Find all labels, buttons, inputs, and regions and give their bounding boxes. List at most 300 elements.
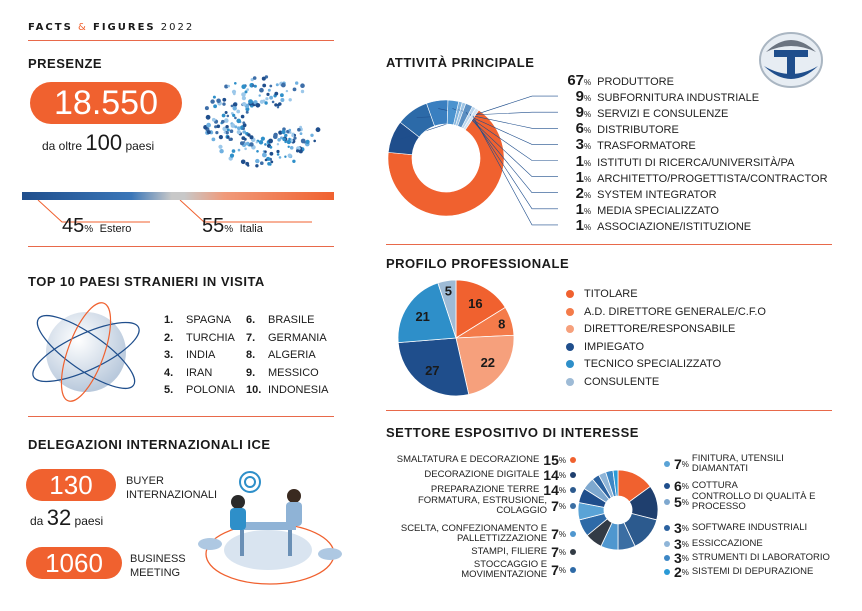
crowd-dot [256, 141, 258, 143]
presenze-countries [42, 130, 154, 156]
crowd-dot [273, 133, 277, 137]
legend-item-tecnico-specializzato [566, 358, 721, 370]
crowd-dot [293, 88, 297, 92]
legend-item-media-specializzato [560, 201, 719, 218]
legend-color-swatch [566, 325, 574, 333]
crowd-dot [233, 106, 237, 110]
crowd-dot [213, 104, 217, 108]
legend-label: SYSTEM INTEGRATOR [597, 188, 717, 201]
top10-item-iran [164, 367, 212, 379]
legend-label: TRASFORMATORE [597, 140, 696, 153]
legend-item-trasformatore [560, 136, 696, 153]
legend-color-swatch [570, 567, 576, 573]
top10-rank: 3. [164, 349, 174, 361]
top10-rank: 1. [164, 314, 174, 326]
meetings-label-2: MEETING [130, 567, 181, 579]
data-label: 5 [674, 494, 682, 510]
data-label: 16 [468, 296, 483, 311]
header-facts: FACTS [28, 22, 73, 33]
legend-label: DECORAZIONE DIGITALE [424, 469, 540, 480]
crowd-dot [230, 154, 234, 158]
crowd-dot [276, 83, 279, 86]
crowd-dot [316, 127, 321, 132]
profilo-legend [566, 288, 826, 398]
crowd-dot [213, 96, 216, 99]
crowd-dot [244, 148, 247, 151]
header-amp: & [77, 22, 88, 33]
top10-rank: 6. [246, 314, 256, 326]
legend-item-controllo-di-qualita-e-processo [664, 492, 842, 512]
legend-label: ASSOCIAZIONE/ISTITUZIONE [597, 220, 752, 233]
crowd-dot [236, 119, 241, 124]
data-label: 1 [575, 152, 584, 170]
crowd-dot [247, 133, 250, 136]
data-label: 1 [575, 168, 584, 186]
legend-label: SUBFORNITURA INDUSTRIALE [597, 92, 760, 105]
crowd-dot [225, 125, 228, 128]
profilo-title: PROFILO PROFESSIONALE [386, 256, 570, 271]
percent-sign: % [681, 553, 689, 563]
legend-item-a-d-direttore-generale-c-f-o [566, 306, 766, 318]
data-label: 15 [543, 452, 559, 468]
percent-sign: % [558, 455, 566, 465]
crowd-dot [227, 85, 230, 88]
data-label: 9 [575, 88, 584, 106]
top10-rank: 2. [164, 331, 174, 344]
meetings-label [130, 552, 186, 580]
crowd-dot [224, 118, 229, 123]
presenze-countries-num: 100 [85, 130, 123, 155]
crowd-dot [274, 103, 277, 106]
crowd-dot [295, 81, 298, 84]
legend-color-swatch [566, 360, 574, 368]
crowd-dot [240, 141, 244, 145]
legend-color-swatch [664, 541, 670, 547]
crowd-dot [289, 98, 292, 101]
crowd-dot [241, 160, 246, 165]
presenze-rule [28, 246, 334, 247]
legend-label: SOFTWARE INDUSTRIALI [691, 522, 808, 533]
percent-sign: % [584, 110, 592, 120]
crowd-dot [227, 115, 230, 118]
legend-color-swatch [566, 290, 574, 298]
legend-label: SCELTA, CONFEZIONAMENTO E PALLETTIZZAZIONE [400, 523, 548, 544]
legend-label: STAMPI, FILIERE [471, 546, 548, 557]
legend-label: CONSULENTE [584, 375, 660, 388]
italia-share [202, 215, 263, 238]
data-label: 9 [575, 104, 584, 122]
legend-item-smaltatura-e-decorazione [397, 452, 576, 468]
crowd-dot [212, 118, 216, 122]
top10-rank: 4. [164, 366, 174, 379]
legend-label: TITOLARE [584, 288, 638, 300]
percent-sign: % [681, 459, 689, 469]
top10-country-name: BRASILE [268, 314, 315, 326]
crowd-dot [300, 132, 303, 135]
crowd-dot [306, 140, 310, 144]
data-label: 5 [444, 283, 453, 299]
crowd-dot [289, 129, 292, 132]
data-label: 22 [480, 355, 496, 371]
crowd-dot [252, 84, 255, 87]
legend-label: SISTEMI DI DEPURAZIONE [691, 566, 814, 577]
crowd-dot [264, 101, 267, 104]
crowd-dot [266, 93, 269, 96]
attivita-rule [386, 244, 832, 245]
legend-item-titolare [566, 288, 638, 300]
crowd-dot [241, 84, 246, 89]
crowd-dot [287, 140, 291, 144]
crowd-dot [234, 117, 237, 120]
top10-country-name: INDONESIA [268, 384, 329, 396]
legend-color-swatch [566, 378, 574, 386]
crowd-dot [222, 102, 225, 105]
crowd-dot [281, 130, 285, 134]
legend-color-swatch [566, 308, 574, 316]
crowd-dot [234, 82, 237, 85]
delegazioni-countries-text: paesi [74, 514, 104, 528]
crowd-dot [269, 163, 272, 166]
crowd-dot [313, 140, 316, 143]
crowd-dot [212, 138, 216, 142]
legend-item-associazione-istituzione [560, 217, 751, 234]
top10-item-turchia [164, 332, 235, 344]
crowd-dot [291, 134, 294, 137]
legend-label: TECNICO SPECIALIZZATO [584, 358, 722, 370]
meetings-label-1: BUSINESS [130, 553, 186, 565]
header-year: 2022 [160, 22, 195, 33]
crowd-dot [246, 111, 249, 114]
crowd-dot [293, 137, 296, 140]
legend-label: ARCHITETTO/PROGETTISTA/CONTRACTOR [597, 172, 828, 185]
legend-color-swatch [664, 483, 670, 489]
data-label: 8 [498, 316, 506, 332]
header-figures: FIGURES [92, 22, 156, 33]
data-label: 14 [543, 467, 559, 483]
crowd-dot [242, 96, 246, 100]
data-label: 7 [551, 498, 559, 514]
legend-label: DIRETTORE/RESPONSABILE [584, 323, 736, 335]
top10-rank: 9. [246, 366, 256, 379]
top10-country-name: GERMANIA [268, 331, 327, 344]
presenze-countries-text: paesi [125, 139, 155, 153]
crowd-dot [310, 134, 313, 137]
legend-item-stampi-filiere [471, 544, 576, 560]
data-label: 2 [674, 564, 682, 580]
crowd-dot [256, 150, 259, 153]
crowd-dot [241, 115, 245, 119]
legend-item-impiegato [566, 341, 644, 353]
crowd-dot [247, 164, 249, 166]
crowd-dot [288, 146, 290, 148]
percent-sign: % [584, 174, 592, 184]
legend-label: SERVIZI E CONSULENZE [597, 108, 729, 121]
legend-label: STRUMENTI DI LABORATORIO [691, 552, 830, 563]
top10-country-name: INDIA [186, 349, 216, 361]
percent-sign: % [558, 501, 566, 511]
meetings-count: 1060 [26, 547, 122, 579]
crowd-dot [281, 83, 286, 88]
crowd-dot [264, 143, 267, 146]
crowd-dot [292, 160, 295, 163]
legend-item-formatura-estrusione-colaggio [397, 496, 576, 516]
crowd-dot [242, 121, 245, 124]
legend-label: PREPARAZIONE TERRE [430, 484, 540, 495]
legend-item-finitura-utensili-diamantati [664, 454, 842, 474]
crowd-dot [259, 94, 261, 96]
legend-label: IMPIEGATO [584, 340, 645, 353]
data-label: 7 [551, 562, 559, 578]
crowd-dot [277, 143, 279, 145]
italia-pct-sign: % [224, 224, 234, 235]
attivita-legend [560, 72, 840, 242]
crowd-dot [268, 139, 273, 144]
data-label: 7 [551, 544, 559, 560]
data-label: 1 [575, 216, 584, 234]
crowd-dot [272, 101, 275, 104]
legend-label: A.D. DIRETTORE GENERALE/C.F.O [584, 305, 766, 318]
crowd-dot [255, 164, 258, 167]
settore-donut-chart [576, 468, 660, 552]
legend-item-decorazione-digitale [424, 467, 576, 483]
percent-sign: % [558, 565, 566, 575]
legend-label: FINITURA, UTENSILI DIAMANTATI [691, 453, 784, 474]
crowd-dot [286, 90, 288, 92]
legend-item-istituti-di-ricerca-universita-pa [560, 153, 794, 170]
crowd-dot [232, 149, 236, 153]
crowd-dot [242, 127, 245, 130]
data-label: 14 [543, 482, 559, 498]
delegazioni-title: DELEGAZIONI INTERNAZIONALI ICE [28, 437, 271, 452]
legend-item-produttore [560, 72, 674, 89]
top10-item-indonesia [246, 384, 329, 396]
estero-pct-sign: % [84, 224, 94, 235]
crowd-dot [274, 92, 278, 96]
percent-sign: % [584, 78, 592, 87]
buyers-label-2: INTERNAZIONALI [126, 489, 218, 501]
top10-title: TOP 10 PAESI STRANIERI IN VISITA [28, 274, 265, 289]
crowd-dot [226, 131, 229, 134]
crowd-dot [279, 156, 282, 159]
estero-share [62, 215, 131, 238]
crowd-dot [248, 99, 253, 104]
legend-item-sistemi-di-depurazione [664, 564, 813, 580]
crowd-dot [206, 115, 211, 120]
crowd-dot [288, 154, 292, 158]
legend-color-swatch [570, 457, 576, 463]
percent-sign: % [584, 94, 592, 104]
crowd-dot [277, 138, 281, 142]
crowd-dot [224, 131, 226, 133]
percent-sign: % [558, 547, 566, 557]
crowd-dot [296, 149, 299, 152]
top10-item-algeria [246, 349, 316, 361]
crowd-dot [225, 111, 228, 114]
legend-color-swatch [664, 569, 670, 575]
delegazioni-countries [30, 505, 103, 531]
crowd-dot [227, 128, 230, 131]
legend-item-direttore-responsabile [566, 323, 735, 335]
percent-sign: % [681, 567, 689, 577]
data-label: 3 [575, 136, 584, 154]
data-label: 6 [575, 120, 584, 138]
top10-rank: 5. [164, 384, 174, 396]
crowd-dot [256, 103, 261, 108]
crowd-dot [299, 126, 302, 129]
crowd-dot [222, 114, 226, 118]
top10-country-name: ALGERIA [268, 349, 316, 361]
top10-rank: 10. [246, 384, 262, 396]
crowd-dot [219, 135, 223, 139]
crowd-dot [206, 123, 211, 128]
legend-label: SMALTATURA E DECORAZIONE [396, 454, 540, 465]
crowd-dot [280, 93, 284, 97]
percent-sign: % [558, 485, 566, 495]
presenze-split-bar [22, 192, 334, 200]
crowd-dot [229, 138, 232, 141]
settore-legend-left [380, 452, 576, 586]
crowd-dot [300, 83, 305, 88]
crowd-dot [231, 105, 234, 108]
crowd-dot [262, 153, 267, 158]
data-label: 6 [674, 478, 682, 494]
crowd-dot [262, 84, 266, 88]
crowd-dot [230, 129, 234, 133]
crowd-dot [242, 102, 246, 106]
legend-item-system-integrator [560, 185, 717, 202]
globe-illustration [26, 296, 146, 406]
presenze-title: PRESENZE [28, 56, 103, 71]
crowd-dot [270, 146, 273, 149]
estero-label: Estero [99, 223, 132, 235]
legend-item-architetto-progettista-contractor [560, 169, 828, 186]
legend-item-scelta-confezionamento-e-pallettizzazione [397, 524, 576, 544]
crowd-dot [245, 90, 248, 93]
legend-label: STOCCAGGIO E MOVIMENTAZIONE [461, 559, 548, 580]
crowd-dot [277, 106, 279, 108]
crowd-dot [205, 106, 209, 110]
crowd-dot [221, 120, 225, 124]
business-meeting-illustration [190, 464, 350, 594]
legend-item-software-industriali [664, 520, 807, 536]
legend-item-stoccaggio-e-movimentazione [397, 560, 576, 580]
crowd-dot [237, 130, 241, 134]
top10-country-name: MESSICO [268, 366, 319, 379]
legend-color-swatch [664, 525, 670, 531]
legend-item-consulente [566, 376, 659, 388]
top10-country-name: SPAGNA [186, 314, 232, 326]
crowd-dot [222, 98, 226, 102]
percent-sign: % [584, 126, 592, 136]
top10-rank: 8. [246, 349, 256, 361]
legend-color-swatch [566, 343, 574, 351]
percent-sign: % [681, 523, 689, 533]
crowd-dot [246, 88, 249, 91]
page-header [28, 22, 194, 33]
crowd-dot [241, 136, 245, 140]
presenze-total: 18.550 [30, 82, 182, 124]
crowd-dot [207, 130, 211, 134]
percent-sign: % [558, 470, 566, 480]
crowd-dot [237, 126, 241, 130]
crowd-dot [280, 98, 284, 102]
crowd-dot [217, 125, 221, 129]
legend-label: COTTURA [691, 480, 738, 491]
crowd-dot [265, 97, 268, 100]
legend-label: MEDIA SPECIALIZZATO [597, 204, 719, 217]
profilo-rule [386, 410, 832, 411]
crowd-dot [218, 145, 222, 149]
crowd-dot [236, 110, 240, 114]
data-label: 7 [674, 456, 682, 472]
legend-color-swatch [664, 499, 670, 505]
data-label: 3 [674, 520, 682, 536]
settore-title: SETTORE ESPOSITIVO DI INTERESSE [386, 425, 639, 440]
legend-label: ISTITUTI DI RICERCA/UNIVERSITÀ/PA [597, 156, 795, 169]
legend-item-distributore [560, 120, 679, 137]
crowd-dot [269, 96, 273, 100]
top10-item-brasile [246, 314, 314, 326]
crowd-dot [270, 161, 273, 164]
percent-sign: % [584, 206, 592, 216]
crowd-dot [270, 152, 274, 156]
legend-label: ESSICCAZIONE [691, 538, 763, 549]
percent-sign: % [558, 529, 566, 539]
estero-pct: 45 [62, 215, 85, 237]
crowd-dot [265, 159, 268, 162]
crowd-dot [284, 134, 287, 137]
header-rule [28, 40, 334, 41]
crowd-dot [246, 142, 250, 146]
percent-sign: % [584, 142, 592, 152]
crowd-dot [249, 142, 253, 146]
crowd-dot [253, 76, 257, 80]
crowd-dot [232, 90, 236, 94]
legend-color-swatch [664, 461, 670, 467]
data-label: 27 [425, 363, 440, 379]
profilo-pie-chart [386, 272, 526, 404]
legend-label: PRODUTTORE [597, 76, 674, 88]
legend-label: FORMATURA, ESTRUSIONE, COLAGGIO [417, 495, 548, 516]
crowd-dot [210, 99, 214, 103]
presenze-from: da oltre [42, 139, 83, 153]
percent-sign: % [584, 190, 592, 200]
top10-country-name: TURCHIA [186, 331, 235, 344]
data-label: 3 [674, 550, 682, 566]
crowd-dot [255, 159, 259, 163]
percent-sign: % [681, 539, 689, 549]
crowd-dot [262, 77, 266, 81]
legend-item-subfornitura-industriale [560, 88, 759, 105]
crowd-dot [260, 161, 264, 165]
crowd-dot [260, 100, 264, 104]
top10-item-polonia [164, 384, 235, 396]
top10-item-germania [246, 332, 327, 344]
top10-country-name: POLONIA [186, 384, 235, 396]
crowd-dot [219, 149, 223, 153]
crowd-dot [299, 149, 303, 153]
top10-rank: 7. [246, 331, 256, 344]
data-label: 1 [575, 200, 584, 218]
settore-legend-right [664, 452, 844, 586]
crowd-dot [277, 153, 280, 156]
crowd-dot [234, 125, 237, 128]
data-label: 7 [551, 526, 559, 542]
top10-item-spagna [164, 314, 231, 326]
crowd-dot [216, 99, 221, 104]
crowd-dot [276, 150, 279, 153]
crowd-dot [259, 140, 263, 144]
